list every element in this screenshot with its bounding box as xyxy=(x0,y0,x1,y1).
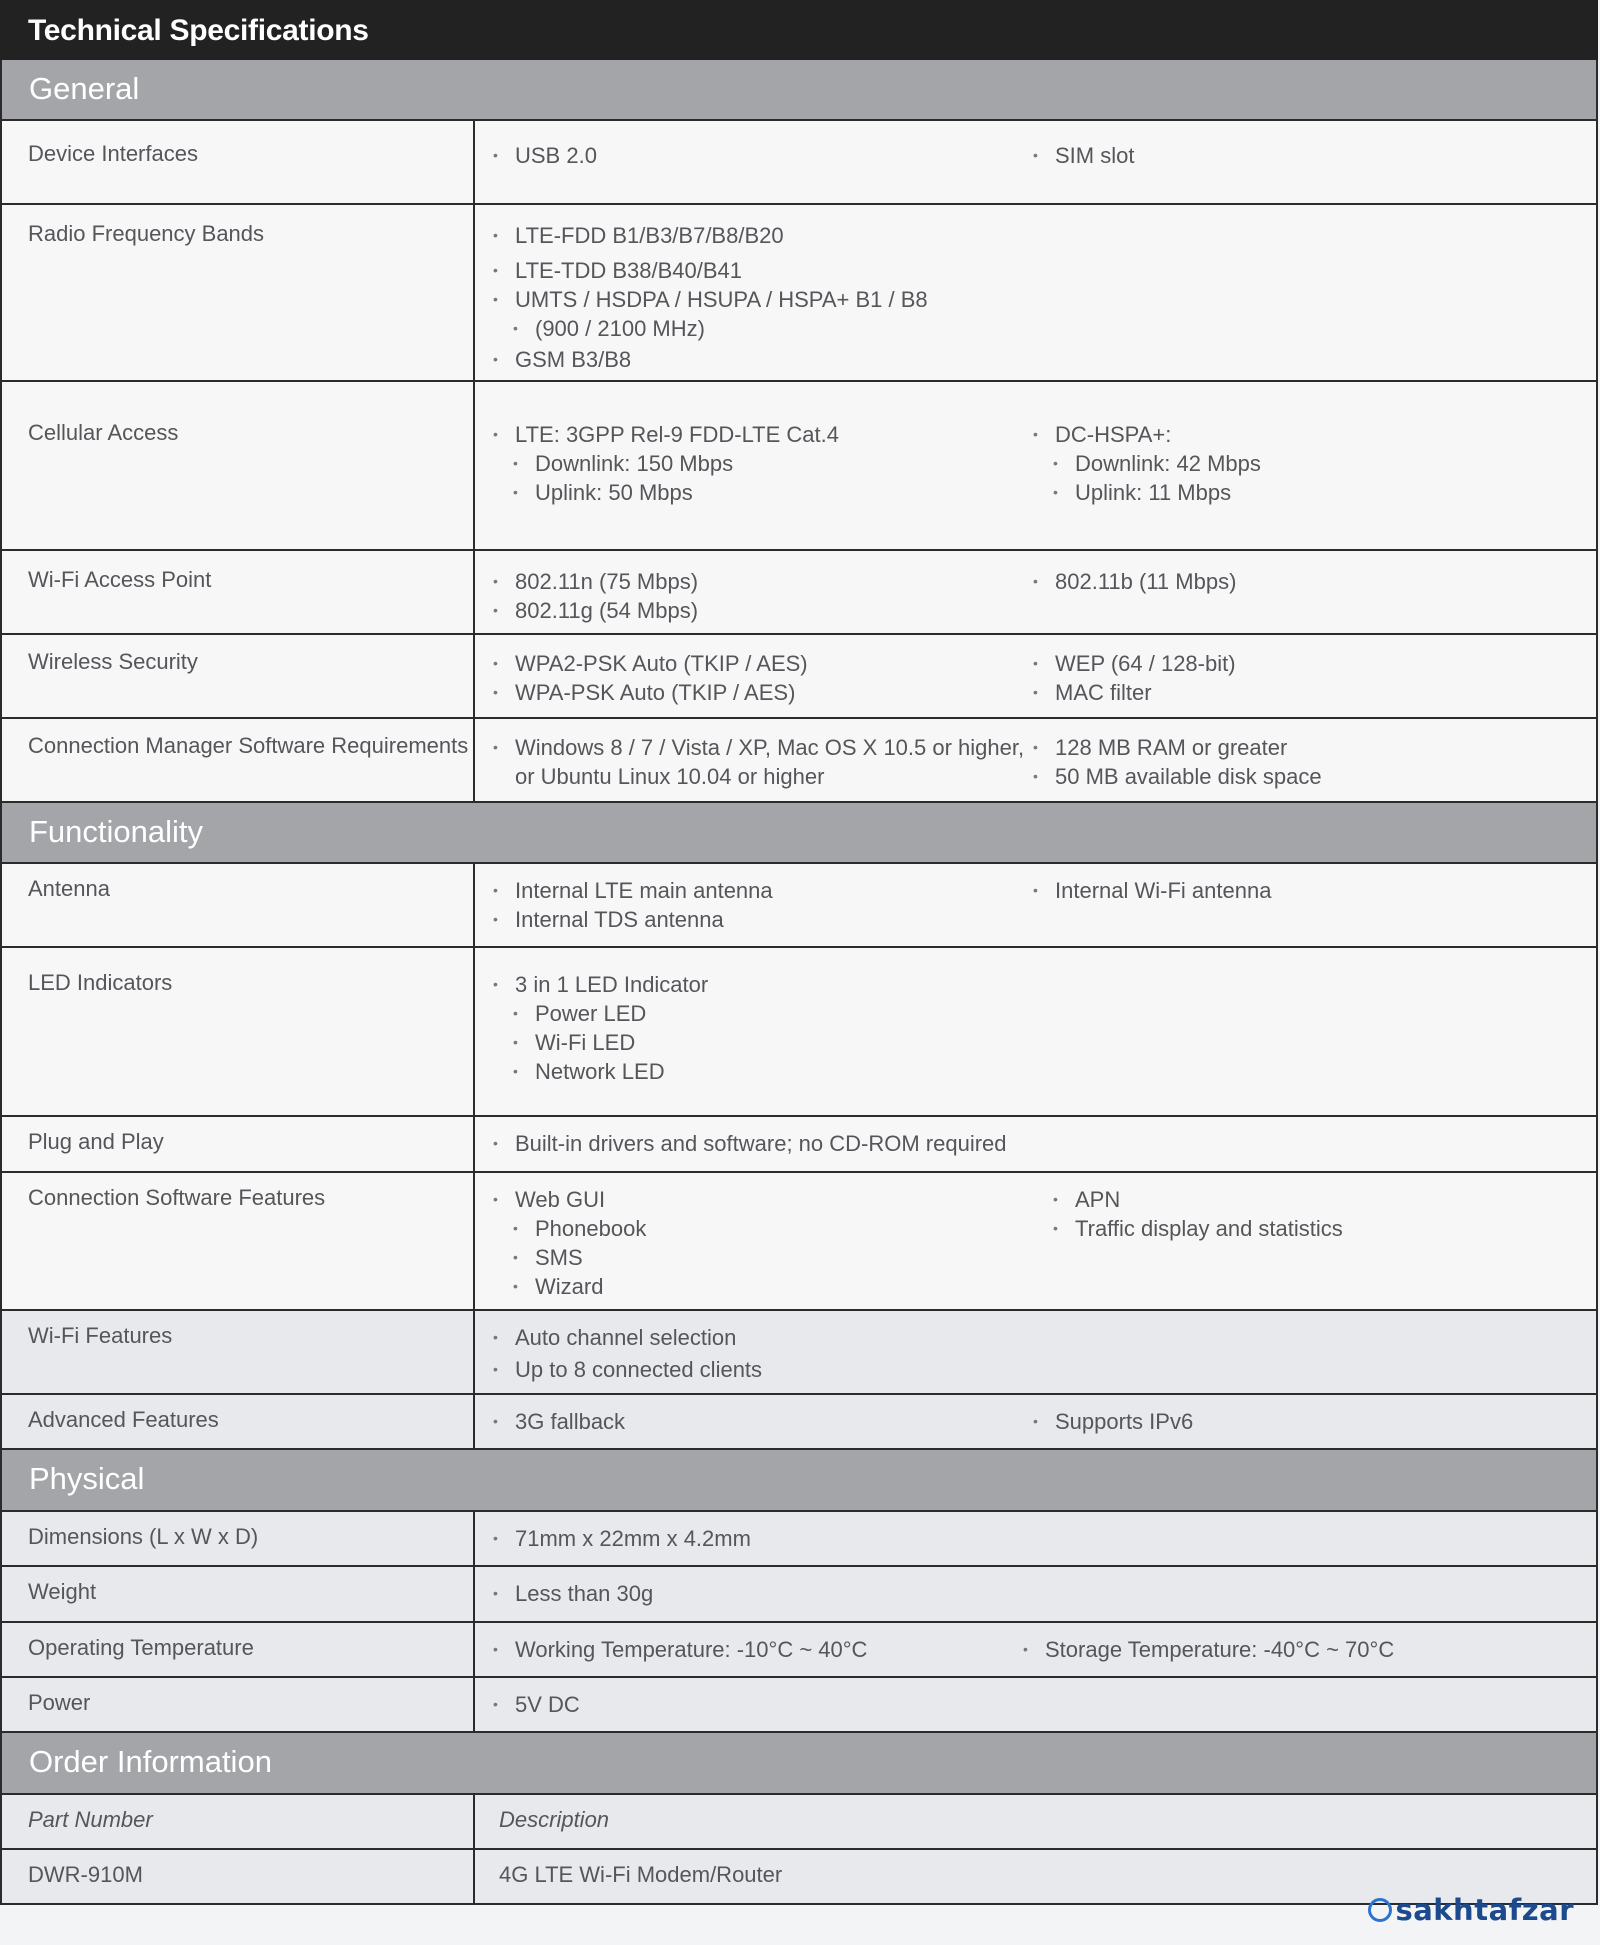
spec-bullet: • 71mm x 22mm x 4.2mm xyxy=(493,1524,1033,1553)
spec-bullet: • USB 2.0 xyxy=(493,141,1033,170)
spec-bullet: • 802.11b (11 Mbps) xyxy=(1033,567,1596,596)
row-values xyxy=(475,382,1596,549)
row-label: Plug and Play xyxy=(2,1117,475,1171)
spec-row-radio-bands xyxy=(0,205,1598,382)
spec-bullet: • 802.11g (54 Mbps) xyxy=(493,596,1033,625)
spec-row-led-indicators xyxy=(0,948,1598,1117)
row-values xyxy=(475,635,1596,717)
spec-row-wifi-access-point xyxy=(0,551,1598,635)
spec-row-advanced-features xyxy=(0,1395,1598,1450)
row-values xyxy=(475,121,1596,203)
spec-bullet: • 802.11n (75 Mbps) xyxy=(493,567,1033,596)
spec-row-weight xyxy=(0,1567,1598,1623)
spec-bullet: • WPA2-PSK Auto (TKIP / AES) xyxy=(493,649,1033,678)
order-table-header xyxy=(0,1795,1598,1850)
spec-bullet: • MAC filter xyxy=(1033,678,1596,707)
row-label: Power xyxy=(2,1678,475,1731)
section-header-order: Order Information xyxy=(0,1733,1598,1795)
row-values xyxy=(475,864,1596,946)
row-label: Connection Manager Software Requirements xyxy=(2,719,475,801)
row-values xyxy=(475,1678,1596,1731)
spec-sub-bullet: • Wizard xyxy=(513,1272,1033,1301)
globe-icon xyxy=(1368,1898,1392,1922)
row-values xyxy=(475,551,1596,633)
row-values xyxy=(475,948,1596,1115)
spec-sub-bullet: • Phonebook xyxy=(513,1214,1033,1243)
spec-bullet: • Windows 8 / 7 / Vista / XP, Mac OS X 10.5 or higher, xyxy=(493,733,1033,762)
spec-bullet: • Internal Wi-Fi antenna xyxy=(1033,876,1596,905)
spec-row-wireless-security xyxy=(0,635,1598,719)
row-label: Cellular Access xyxy=(2,382,475,549)
spec-bullet: • Storage Temperature: -40°C ~ 70°C xyxy=(1023,1635,1596,1664)
spec-bullet: • 3 in 1 LED Indicator xyxy=(493,970,1033,999)
row-label: Weight xyxy=(2,1567,475,1621)
spec-bullet: • LTE: 3GPP Rel-9 FDD-LTE Cat.4 xyxy=(493,420,1033,449)
spec-row-power xyxy=(0,1678,1598,1733)
spec-sub-bullet: • Uplink: 11 Mbps xyxy=(1053,478,1596,507)
row-label: Device Interfaces xyxy=(2,121,475,203)
spec-bullet: • Internal TDS antenna xyxy=(493,905,1033,934)
spec-bullet: • Internal LTE main antenna xyxy=(493,876,1033,905)
row-label: Wireless Security xyxy=(2,635,475,717)
spec-bullet: • 3G fallback xyxy=(493,1407,1033,1436)
row-label: LED Indicators xyxy=(2,948,475,1115)
order-description: 4G LTE Wi-Fi Modem/Router xyxy=(499,1862,783,1887)
spec-sub-bullet: • APN xyxy=(1053,1185,1596,1214)
order-header-part-number: Part Number xyxy=(2,1795,475,1848)
spec-sub-bullet: • Downlink: 150 Mbps xyxy=(513,449,1033,478)
row-label: Wi-Fi Access Point xyxy=(2,551,475,633)
spec-sub-bullet: • Uplink: 50 Mbps xyxy=(513,478,1033,507)
row-values xyxy=(475,1567,1596,1621)
section-header-general: General xyxy=(0,60,1598,121)
spec-sub-bullet: • (900 / 2100 MHz) xyxy=(513,314,1033,343)
spec-sub-bullet: • Power LED xyxy=(513,999,1033,1028)
spec-bullet: • GSM B3/B8 xyxy=(493,345,1033,374)
spec-bullet-continuation: or Ubuntu Linux 10.04 or higher xyxy=(515,764,825,789)
order-row xyxy=(0,1850,1598,1905)
spec-sub-bullet: • Wi-Fi LED xyxy=(513,1028,1033,1057)
row-values xyxy=(475,1311,1596,1393)
order-part-number: DWR-910M xyxy=(2,1850,475,1903)
spec-sub-bullet: • SMS xyxy=(513,1243,1033,1272)
row-label: Antenna xyxy=(2,864,475,946)
page-title: Technical Specifications xyxy=(0,0,1598,60)
spec-row-device-interfaces xyxy=(0,121,1598,205)
row-values xyxy=(475,1395,1596,1448)
spec-row-connection-software xyxy=(0,1173,1598,1311)
section-header-physical: Physical xyxy=(0,1450,1598,1512)
spec-bullet: • Built-in drivers and software; no CD-ROM required xyxy=(493,1129,1033,1158)
watermark-logo xyxy=(1368,1893,1574,1927)
row-values xyxy=(475,205,1596,380)
spec-bullet: • WEP (64 / 128-bit) xyxy=(1033,649,1596,678)
row-label: Dimensions (L x W x D) xyxy=(2,1512,475,1565)
spec-bullet: • Working Temperature: -10°C ~ 40°C xyxy=(493,1635,1023,1664)
spec-row-cellular-access xyxy=(0,382,1598,551)
spec-sub-bullet: • Network LED xyxy=(513,1057,1033,1086)
row-label: Connection Software Features xyxy=(2,1173,475,1309)
spec-bullet: • Web GUI xyxy=(493,1185,1033,1214)
spec-sub-bullet: • Traffic display and statistics xyxy=(1053,1214,1596,1243)
row-values xyxy=(475,1173,1596,1309)
spec-bullet: • Less than 30g xyxy=(493,1579,1033,1608)
row-values xyxy=(475,719,1596,801)
row-values xyxy=(475,1512,1596,1565)
row-label: Operating Temperature xyxy=(2,1623,475,1676)
spec-row-dimensions xyxy=(0,1512,1598,1567)
spec-bullet: • 128 MB RAM or greater xyxy=(1033,733,1596,762)
spec-row-operating-temperature xyxy=(0,1623,1598,1678)
spec-bullet: • SIM slot xyxy=(1033,141,1596,170)
spec-bullet: • WPA-PSK Auto (TKIP / AES) xyxy=(493,678,1033,707)
spec-bullet: • DC-HSPA+: xyxy=(1033,420,1596,449)
row-label: Advanced Features xyxy=(2,1395,475,1448)
spec-bullet: • LTE-FDD B1/B3/B7/B8/B20 xyxy=(493,221,1033,250)
spec-bullet: • 50 MB available disk space xyxy=(1033,762,1596,791)
spec-row-plug-and-play xyxy=(0,1117,1598,1173)
spec-bullet: • Auto channel selection xyxy=(493,1323,1033,1352)
section-header-functionality: Functionality xyxy=(0,803,1598,864)
spec-bullet: • Supports IPv6 xyxy=(1033,1407,1596,1436)
spec-row-cm-requirements xyxy=(0,719,1598,803)
spec-bullet: • 5V DC xyxy=(493,1690,1033,1719)
row-label: Radio Frequency Bands xyxy=(2,205,475,380)
spec-bullet: • LTE-TDD B38/B40/B41 xyxy=(493,256,1033,285)
watermark-text: sakhtafzar xyxy=(1395,1893,1574,1927)
row-values xyxy=(475,1117,1596,1171)
order-header-description: Description xyxy=(499,1807,610,1832)
row-values xyxy=(475,1623,1596,1676)
spec-bullet: • UMTS / HSDPA / HSUPA / HSPA+ B1 / B8 xyxy=(493,285,1033,314)
row-label: Wi-Fi Features xyxy=(2,1311,475,1393)
spec-row-wifi-features xyxy=(0,1311,1598,1395)
spec-bullet: • Up to 8 connected clients xyxy=(493,1355,1033,1384)
spec-sub-bullet: • Downlink: 42 Mbps xyxy=(1053,449,1596,478)
spec-row-antenna xyxy=(0,864,1598,948)
